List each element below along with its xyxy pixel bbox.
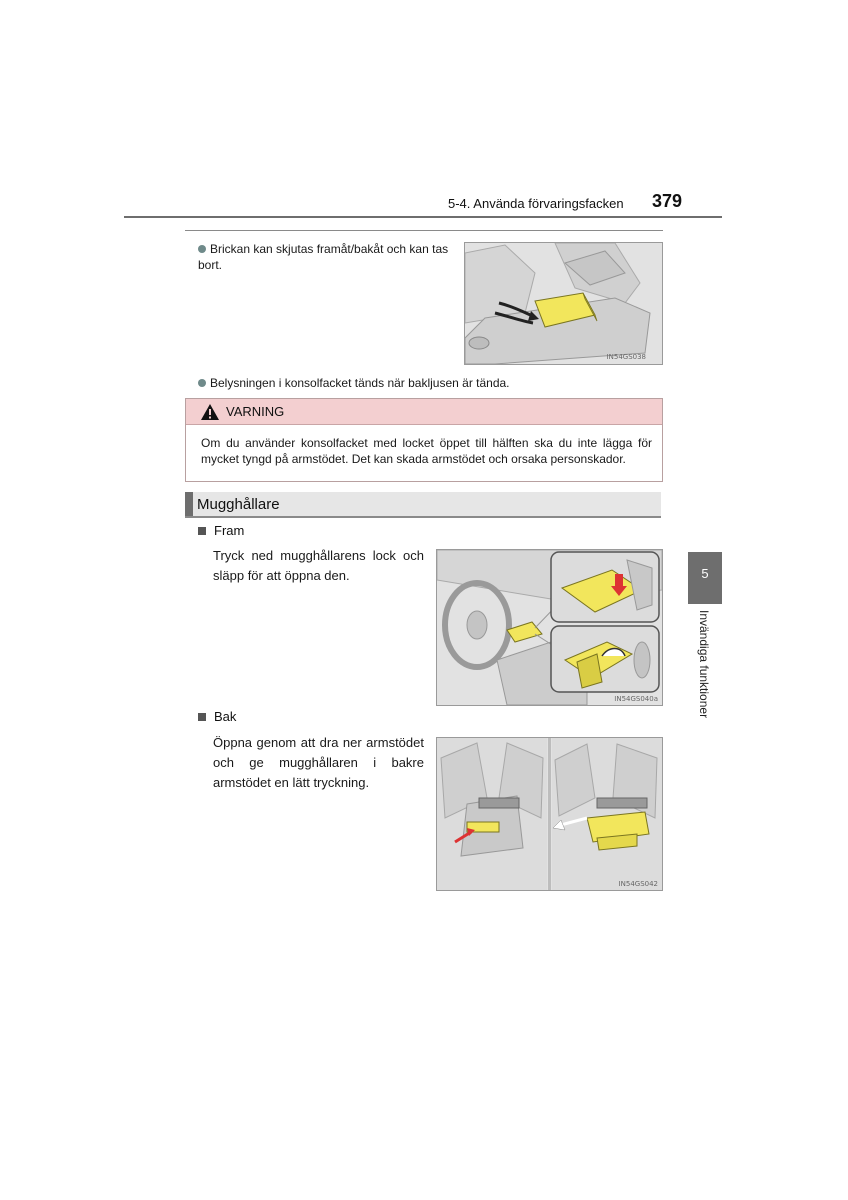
bullet-dot-icon (198, 379, 206, 387)
warning-box (185, 398, 663, 482)
subheading-rear (198, 709, 236, 724)
console-tray-illustration (464, 242, 663, 365)
front-cupholder-drawing (437, 550, 662, 705)
subheading-front-label: Fram (214, 523, 245, 538)
front-cupholder-illustration (436, 549, 663, 706)
front-instructions: Tryck ned mugghållarens lock och släpp för att öppna den. (213, 548, 424, 583)
square-bullet-icon (198, 527, 206, 535)
console-tray-drawing (465, 243, 662, 364)
rear-cupholder-drawing (437, 738, 662, 890)
chapter-section-title: 5-4. Använda förvaringsfacken (448, 196, 624, 211)
warning-header (186, 399, 662, 425)
bullet-dot-icon (198, 245, 206, 253)
bullet-lighting (198, 375, 658, 391)
section-marker (185, 492, 193, 516)
rear-instructions: Öppna genom att dra ner armstödet och ge mugghållaren i bakre armstödet en lätt tryckning. (213, 735, 424, 790)
content-rule (185, 230, 663, 231)
warning-triangle-icon (200, 403, 220, 421)
page-number: 379 (652, 191, 683, 211)
image-code: IN54GS038 (606, 353, 646, 361)
warning-title: VARNING (226, 404, 285, 419)
image-code: IN54GS042 (618, 880, 658, 888)
warning-text: Om du använder konsolfacket med locket öppet till hälften ska du inte lägga för mycket tyngd på armstödet. Det kan skada armstödet och orsaka personskador. (201, 436, 652, 466)
bullet-tray (198, 241, 460, 273)
rear-cupholder-illustration (436, 737, 663, 891)
section-title: Mugghållare (197, 495, 280, 513)
chapter-number: 5 (701, 566, 709, 581)
header-rule (124, 216, 722, 218)
subheading-front (198, 523, 244, 538)
bullet-lighting-text: Belysningen i konsolfacket tänds när bakljusen är tända. (210, 376, 510, 390)
chapter-tab-label: Invändiga funktioner (697, 610, 711, 719)
square-bullet-icon (198, 713, 206, 721)
subheading-rear-label: Bak (214, 709, 237, 724)
bullet-tray-text: Brickan kan skjutas framåt/bakåt och kan tas bort. (198, 242, 449, 272)
chapter-tab (688, 552, 722, 604)
image-code: IN54GS040a (614, 695, 658, 703)
section-header (185, 492, 661, 518)
